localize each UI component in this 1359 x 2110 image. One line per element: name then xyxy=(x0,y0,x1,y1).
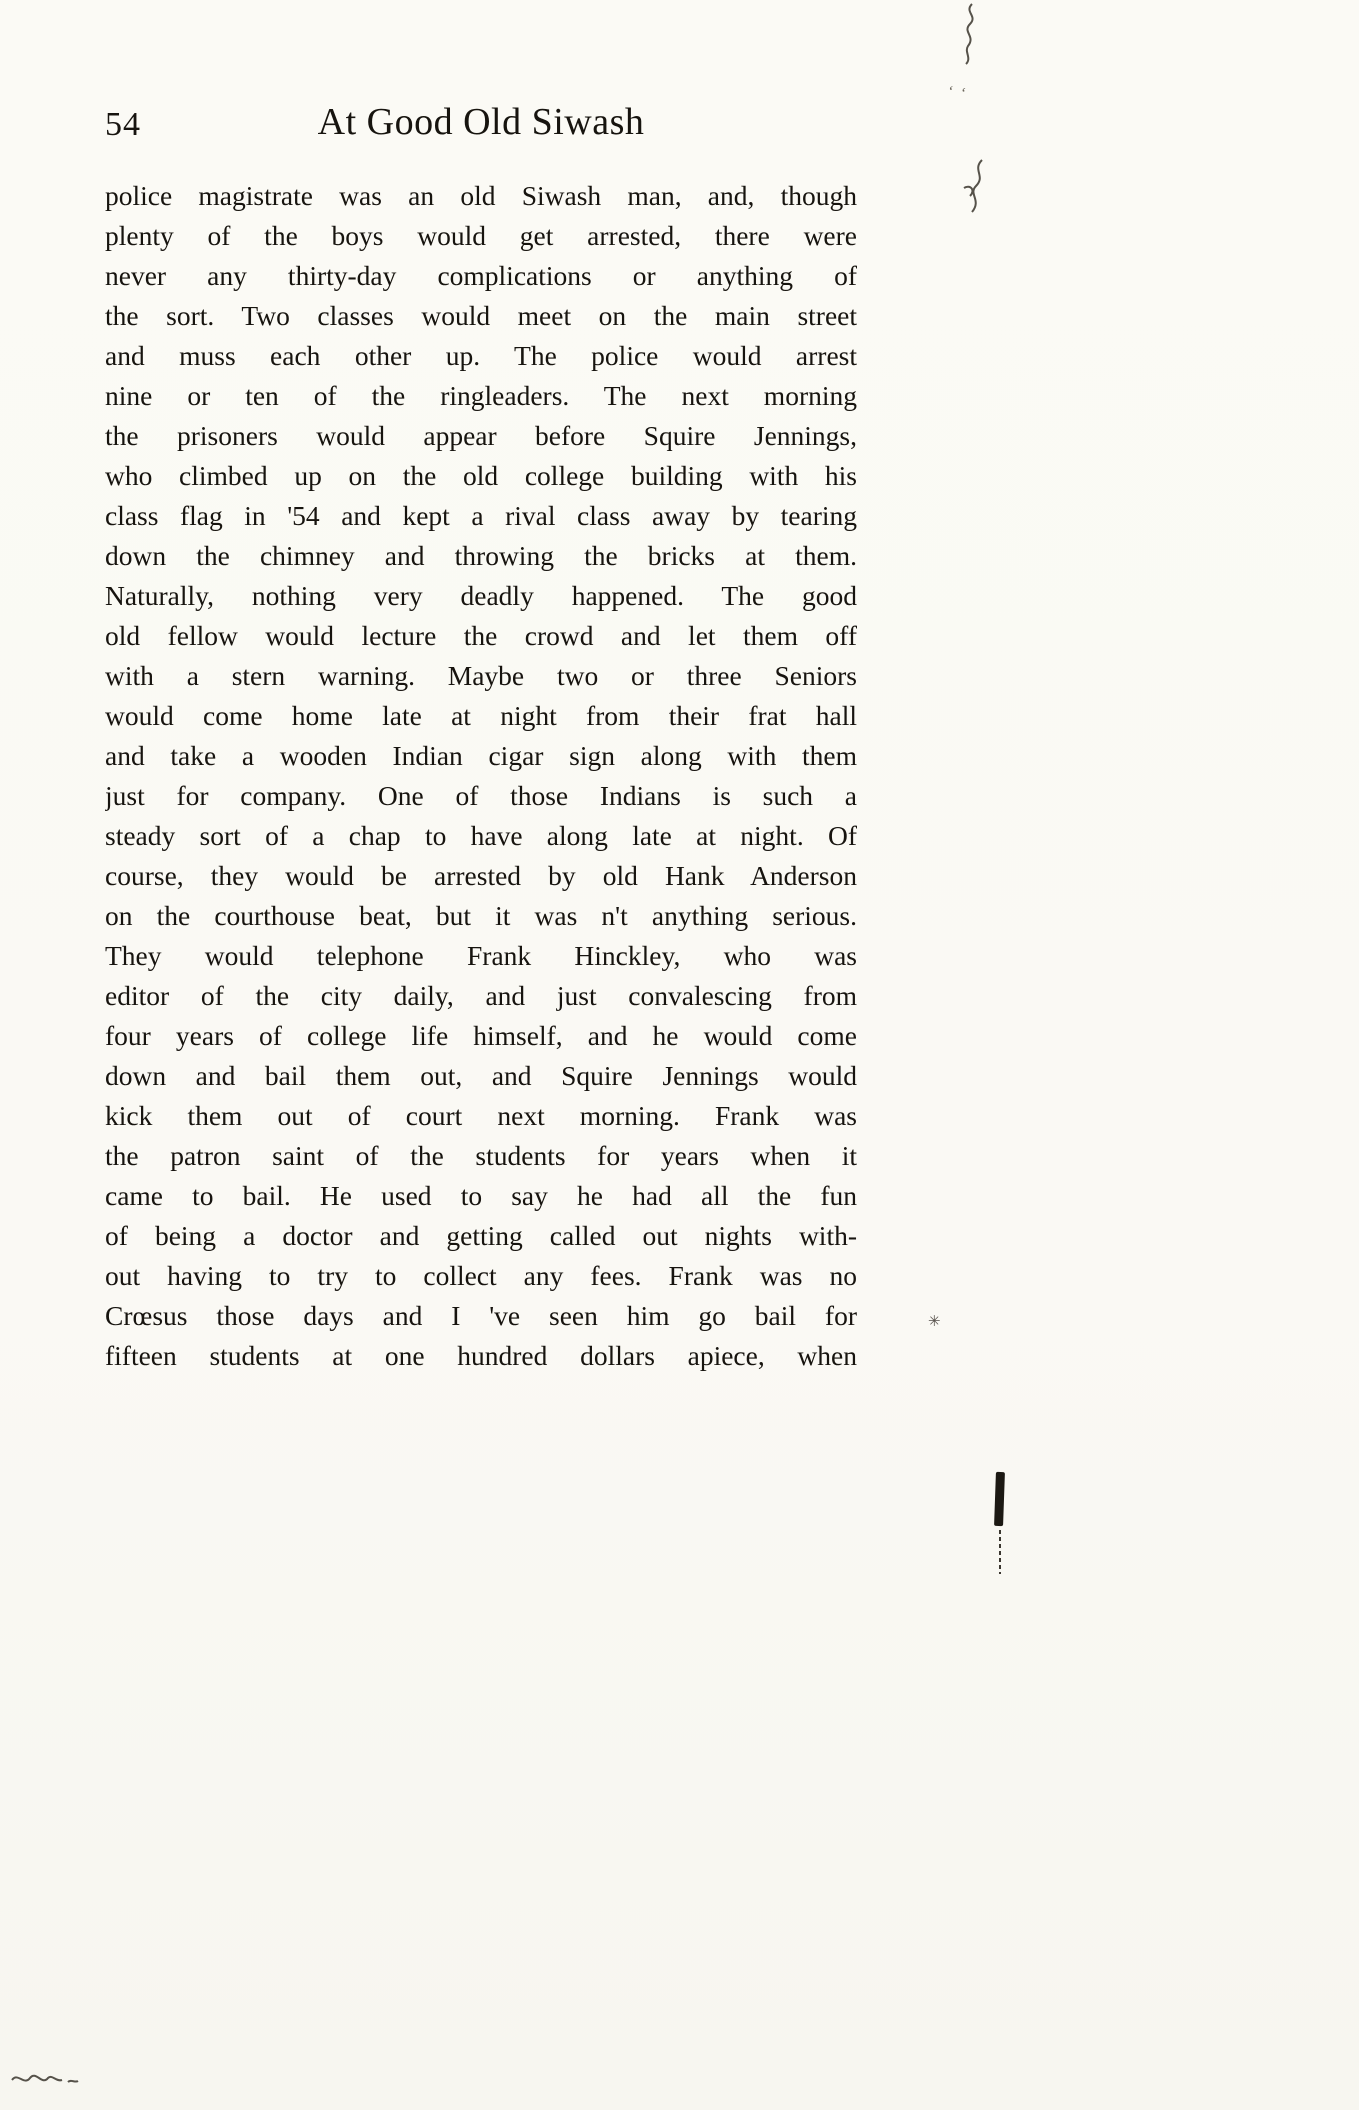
text-line: who climbed up on the old college building with his xyxy=(105,460,857,491)
body-text xyxy=(105,176,857,1376)
text-line: kick them out of court next morning. Frank was xyxy=(105,1100,857,1131)
text-line: never any thirty-day complications or anything of xyxy=(105,260,857,291)
ink-blot-head xyxy=(994,1472,1005,1526)
text-line: four years of college life himself, and he would come xyxy=(105,1020,857,1051)
text-line: just for company. One of those Indians is such a xyxy=(105,780,857,811)
text-line: course, they would be arrested by old Hank Anderson xyxy=(105,860,857,891)
scan-artifact-squiggle-mid xyxy=(956,158,992,216)
page-number: 54 xyxy=(105,106,141,143)
scan-artifact-squiggle-bottom xyxy=(10,2066,80,2092)
text-line: class flag in '54 and kept a rival class away by tearing xyxy=(105,500,857,531)
text-line: editor of the city daily, and just convalescing from xyxy=(105,980,857,1011)
scan-artifact-ink-blot xyxy=(993,1472,1007,1572)
text-line: old fellow would lecture the crowd and let them off xyxy=(105,620,857,651)
text-line: steady sort of a chap to have along late at night. Of xyxy=(105,820,857,851)
scan-artifact-star: ✳ xyxy=(928,1314,941,1330)
page-header xyxy=(105,100,857,152)
text-line: out having to try to collect any fees. Frank was no xyxy=(105,1260,857,1291)
text-line: the patron saint of the students for years when it xyxy=(105,1140,857,1171)
text-line: They would telephone Frank Hinckley, who was xyxy=(105,940,857,971)
text-line: plenty of the boys would get arrested, there were xyxy=(105,220,857,251)
scan-artifact-tiny-marks: ʻ ʻ xyxy=(946,83,969,103)
text-line: the sort. Two classes would meet on the main street xyxy=(105,300,857,331)
text-line: police magistrate was an old Siwash man, and, though xyxy=(105,180,857,211)
text-line: the prisoners would appear before Squire Jennings, xyxy=(105,420,857,451)
text-line: down and bail them out, and Squire Jennings would xyxy=(105,1060,857,1091)
page-title: At Good Old Siwash xyxy=(317,101,645,143)
text-line: and take a wooden Indian cigar sign along with them xyxy=(105,740,857,771)
text-line: Crœsus those days and I 've seen him go bail for xyxy=(105,1300,857,1331)
text-line: fifteen students at one hundred dollars apiece, when xyxy=(105,1340,857,1371)
text-line: on the courthouse beat, but it was n't anything serious. xyxy=(105,900,857,931)
ink-blot-tail xyxy=(999,1530,1001,1574)
text-line: with a stern warning. Maybe two or three Seniors xyxy=(105,660,857,691)
text-line: and muss each other up. The police would arrest xyxy=(105,340,857,371)
text-line: came to bail. He used to say he had all the fun xyxy=(105,1180,857,1211)
text-line: of being a doctor and getting called out nights with- xyxy=(105,1220,857,1251)
text-line: would come home late at night from their frat hall xyxy=(105,700,857,731)
text-line: nine or ten of the ringleaders. The next morning xyxy=(105,380,857,411)
scan-artifact-squiggle-top xyxy=(942,2,988,66)
text-line: down the chimney and throwing the bricks at them. xyxy=(105,540,857,571)
text-line: Naturally, nothing very deadly happened. The good xyxy=(105,580,857,611)
